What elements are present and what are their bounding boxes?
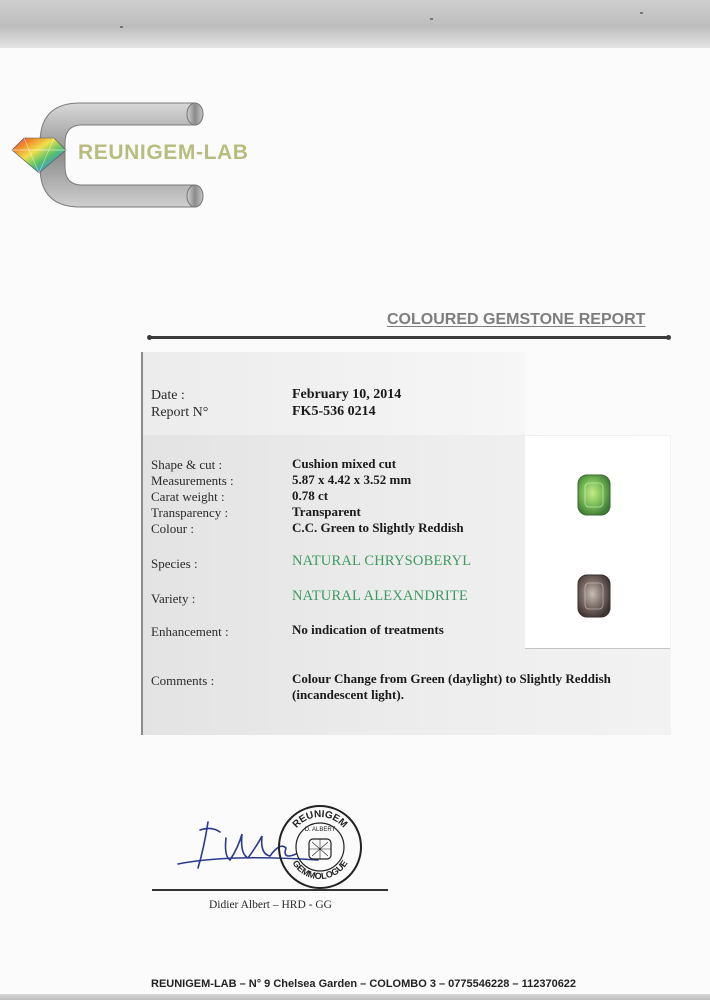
stone-photo-daylight [577,474,611,516]
comments-line-2: (incandescent light). [292,687,404,702]
date-value: February 10, 2014 [292,387,402,402]
scanned-top-edge [0,0,710,48]
stone-photo-box [525,436,670,649]
carat-label: Carat weight : [151,489,225,504]
carat-value: 0.78 ct [292,488,329,503]
enhancement-label: Enhancement : [151,624,229,639]
comments-label: Comments : [151,673,215,688]
variety-value: NATURAL ALEXANDRITE [292,588,469,604]
gemmologist-seal [276,803,364,891]
colour-label: Colour : [151,521,194,536]
comments-line-1: Colour Change from Green (daylight) to Slightly Reddish [292,671,611,686]
shape-value: Cushion mixed cut [292,456,397,471]
enhancement-value: No indication of treatments [292,622,444,637]
stone-photo-incandescent [577,574,611,618]
title-divider [150,336,668,339]
footer-address: REUNIGEM-LAB – N° 9 Chelsea Garden – COLOMBO 3 – 0775546228 – 112370622 [151,978,577,990]
variety-label: Variety : [151,591,196,606]
measurements-label: Measurements : [151,473,234,488]
species-value: NATURAL CHRYSOBERYL [292,553,472,569]
measurements-value: 5.87 x 4.42 x 3.52 mm [292,472,412,487]
seal-middle-text: D. ALBERT [304,827,336,833]
scanned-bottom-edge [0,994,710,1000]
transparency-label: Transparency : [151,505,229,520]
report-number-value: FK5-536 0214 [292,404,376,419]
report-number-label: Report N° [151,405,209,420]
date-label: Date : [151,388,185,403]
seal-top-text: REUNIGEM [290,808,350,831]
signature-line [152,889,388,891]
shape-label: Shape & cut : [151,457,223,472]
transparency-value: Transparent [292,504,361,519]
brand-name: REUNIGEM-LAB [78,141,249,164]
seal-bottom-text: GEMMOLOGUE [290,858,350,882]
signatory-name: Didier Albert – HRD - GG [209,899,332,911]
species-label: Species : [151,556,198,571]
report-title: COLOURED GEMSTONE REPORT [387,311,646,328]
colour-value: C.C. Green to Slightly Reddish [292,520,464,535]
